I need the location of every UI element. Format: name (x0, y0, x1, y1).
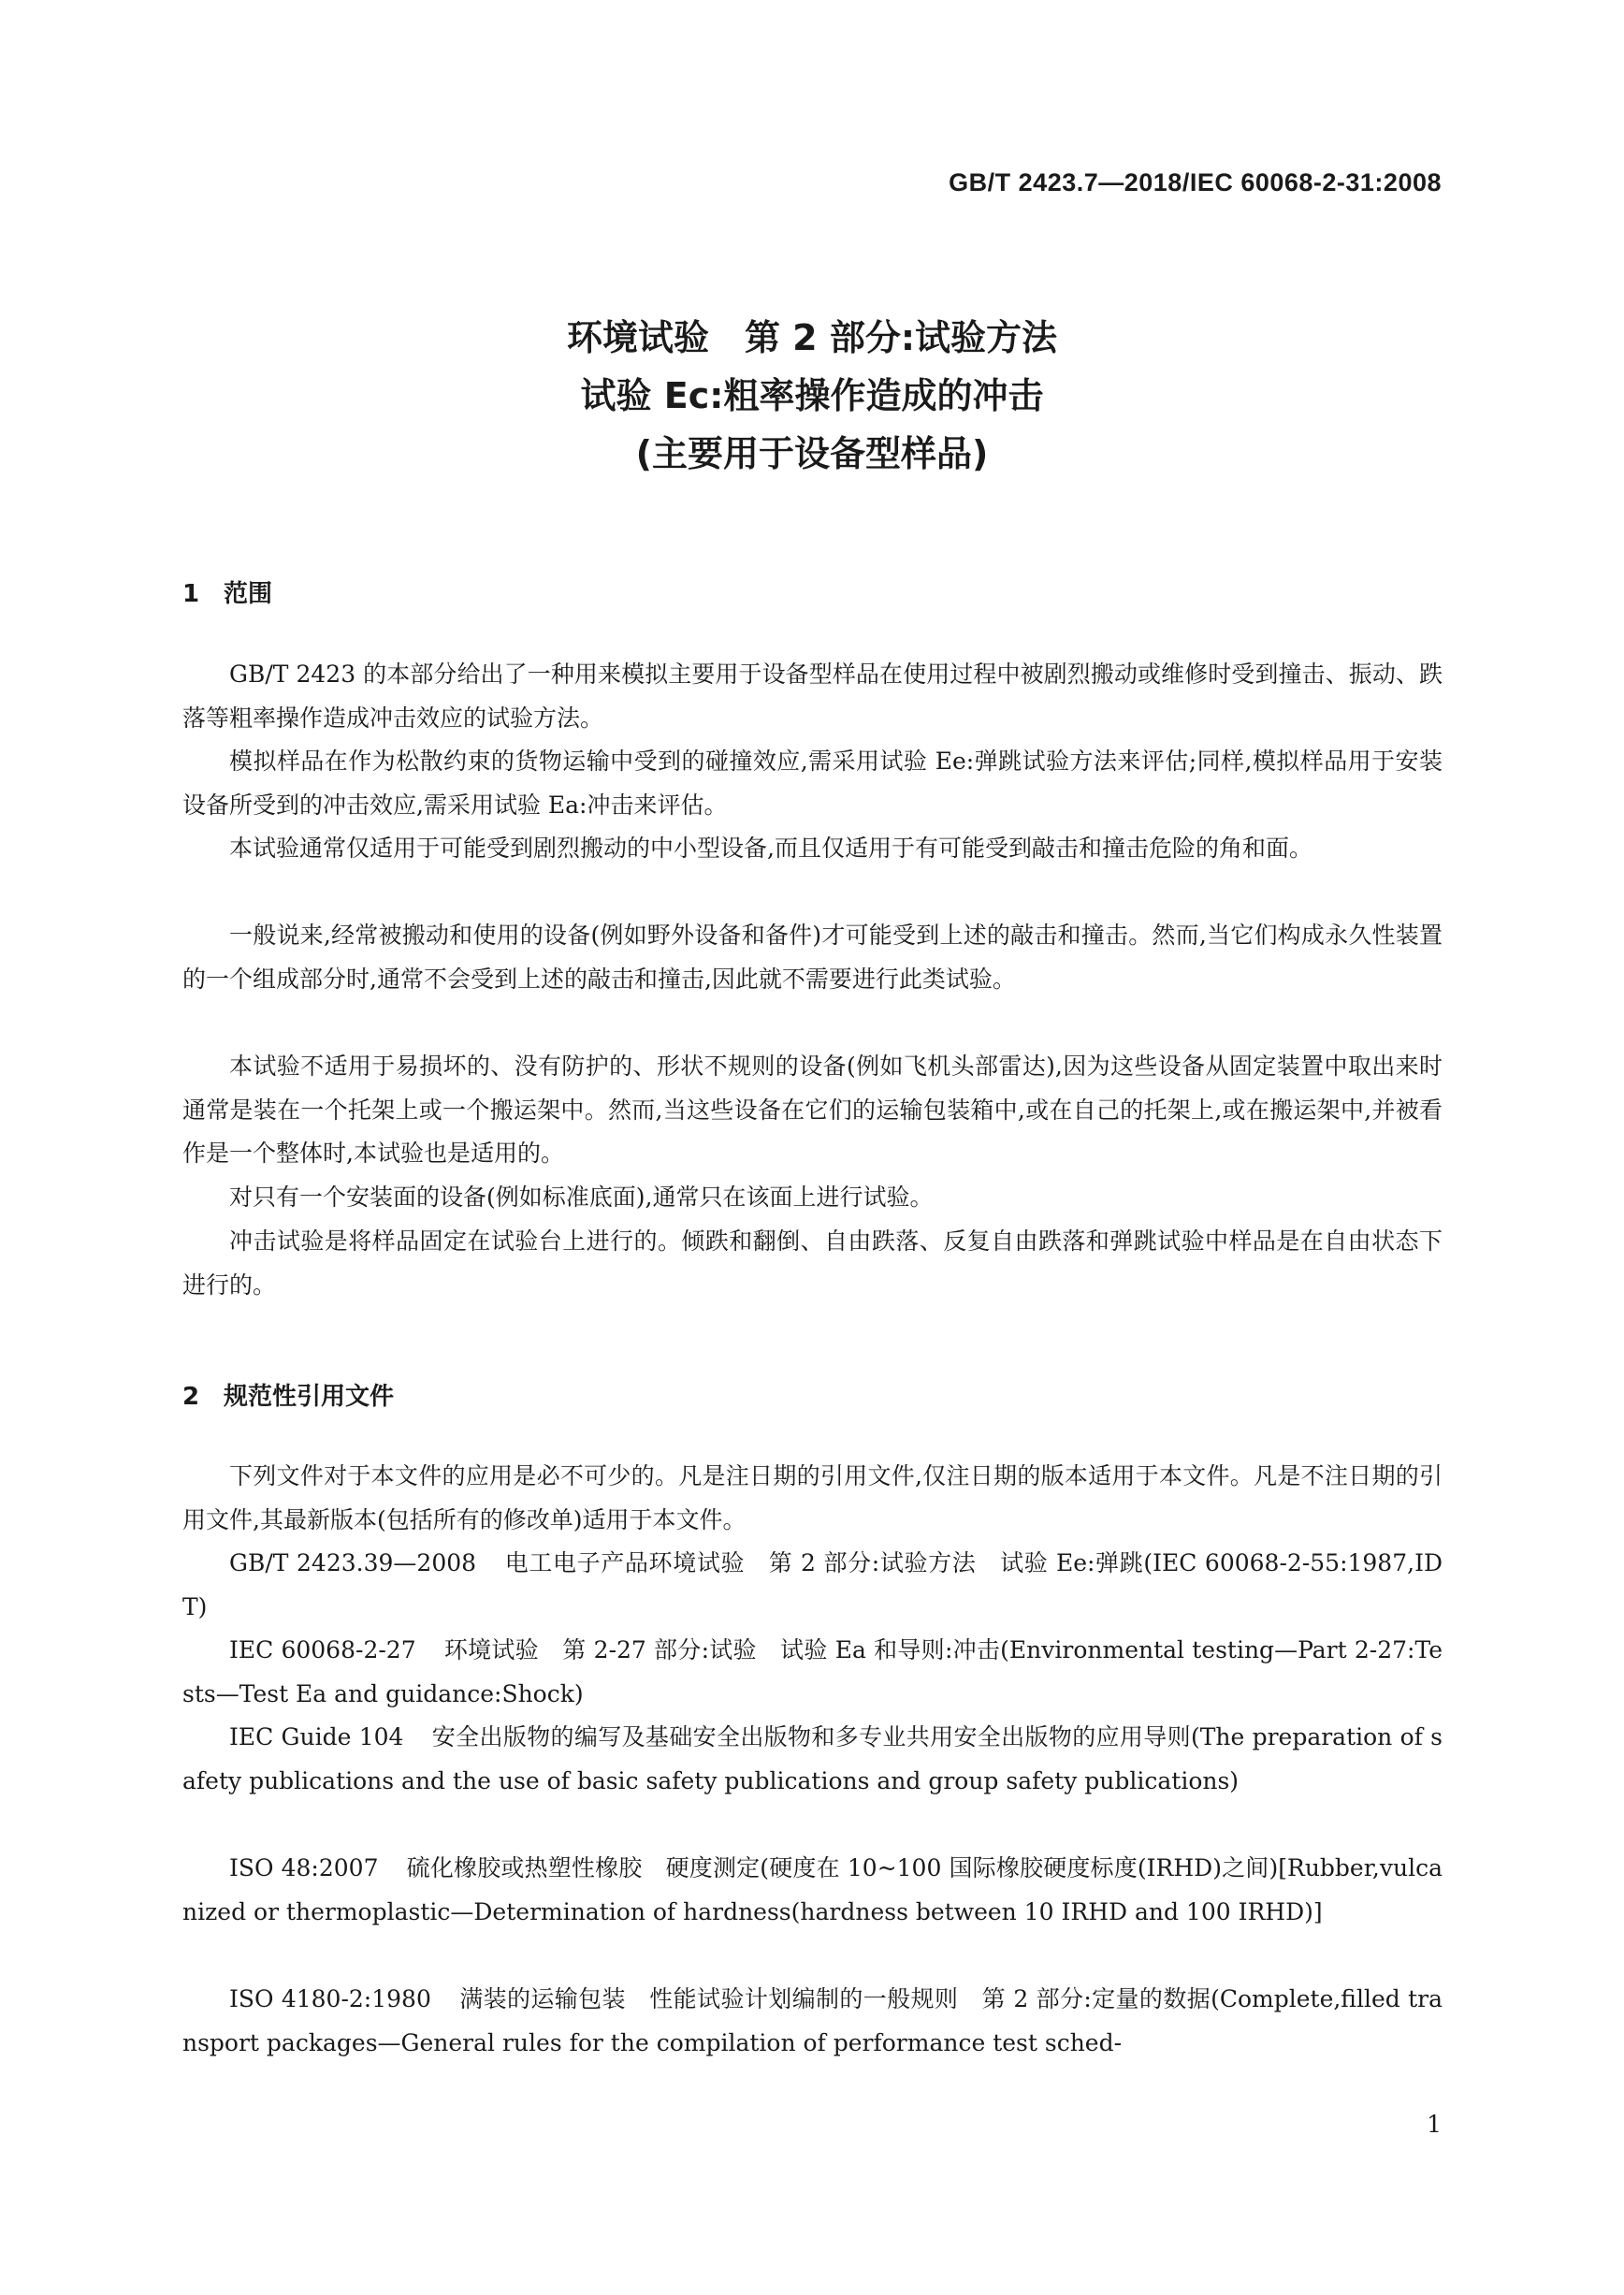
reference-code: ISO 4180-2:1980 (229, 1985, 431, 2012)
reference-text: 电工电子产品环境试验 第 2 部分:试验方法 试验 Ee:弹跳(IEC 60068-2-55:1987,IDT) (182, 1549, 1443, 1620)
paragraph: 本试验不适用于易损坏的、没有防护的、形状不规则的设备(例如飞机头部雷达),因为这些设备从固定装置中取出来时通常是装在一个托架上或一个搬运架中。然而,当这些设备在它们的运输包装箱中,或在自己的托架上,或在搬运架中,并被看作是一个整体时,本试验也是适用的。 (182, 1053, 1443, 1167)
paragraph: 对只有一个安装面的设备(例如标准底面),通常只在该面上进行试验。 (229, 1184, 934, 1211)
paragraph: 冲击试验是将样品固定在试验台上进行的。倾跌和翻倒、自由跌落、反复自由跌落和弹跳试验中样品是在自由状态下进行的。 (182, 1227, 1443, 1299)
reference-code: ISO 48:2007 (229, 1854, 379, 1881)
section-title: 范围 (224, 580, 273, 608)
paragraph: 下列文件对于本文件的应用是必不可少的。凡是注日期的引用文件,仅注日期的版本适用于本文件。凡是不注日期的引用文件,其最新版本(包括所有的修改单)适用于本文件。 (182, 1462, 1443, 1533)
section-heading-normative-references (182, 1377, 394, 1412)
section-number: 2 (182, 1383, 200, 1411)
reference-text: 满装的运输包装 性能试验计划编制的一般规则 第 2 部分:定量的数据(Complete,filled transport packages—General rules for the compilation of performance test sched- (182, 1985, 1443, 2056)
reference-entry (182, 1542, 1443, 1629)
reference-entry (182, 1716, 1443, 1803)
standard-number: GB/T 2423.7—2018/IEC 60068-2-31:2008 (949, 168, 1442, 196)
document-title (0, 309, 1624, 483)
title-line-1: 环境试验 第 2 部分:试验方法 (566, 317, 1058, 358)
page-number: 1 (1427, 2111, 1442, 2138)
reference-code: GB/T 2423.39—2008 (229, 1549, 477, 1576)
paragraph: 一般说来,经常被搬动和使用的设备(例如野外设备和备件)才可能受到上述的敲击和撞击。然而,当它们构成永久性装置的一个组成部分时,通常不会受到上述的敲击和撞击,因此就不需要进行此类试验。 (182, 922, 1443, 993)
title-line-2: 试验 Ec:粗率操作造成的冲击 (580, 375, 1044, 416)
reference-entry (182, 1978, 1443, 2065)
section-number: 1 (182, 580, 200, 608)
reference-code: IEC Guide 104 (229, 1723, 404, 1750)
reference-text: 安全出版物的编写及基础安全出版物和多专业共用安全出版物的应用导则(The preparation of safety publications and the use of basic safety publications and group safety publications) (182, 1723, 1443, 1794)
title-line-3: (主要用于设备型样品) (635, 433, 989, 474)
paragraph: 模拟样品在作为松散约束的货物运输中受到的碰撞效应,需采用试验 Ee:弹跳试验方法来评估;同样,模拟样品用于安装设备所受到的冲击效应,需采用试验 Ea:冲击来评估。 (182, 748, 1443, 819)
reference-entry (182, 1629, 1443, 1716)
reference-code: IEC 60068-2-27 (229, 1636, 416, 1663)
section-title: 规范性引用文件 (224, 1383, 395, 1411)
section-heading-scope (182, 574, 272, 609)
reference-entry (182, 1847, 1443, 1934)
reference-text: 硫化橡胶或热塑性橡胶 硬度测定(硬度在 10~100 国际橡胶硬度标度(IRHD)之间)[Rubber,vulcanized or thermoplastic—Determination of hardness(hardness between 10 IRHD and 100 IRHD)] (182, 1854, 1443, 1925)
reference-text: 环境试验 第 2-27 部分:试验 试验 Ea 和导则:冲击(Environmental testing—Part 2-27:Tests—Test Ea and guidance:Shock) (182, 1636, 1443, 1707)
paragraph: 本试验通常仅适用于可能受到剧烈搬动的中小型设备,而且仅适用于有可能受到敲击和撞击危险的角和面。 (229, 835, 1312, 862)
paragraph: GB/T 2423 的本部分给出了一种用来模拟主要用于设备型样品在使用过程中被剧烈搬动或维修时受到撞击、振动、跌落等粗率操作造成冲击效应的试验方法。 (182, 661, 1443, 732)
